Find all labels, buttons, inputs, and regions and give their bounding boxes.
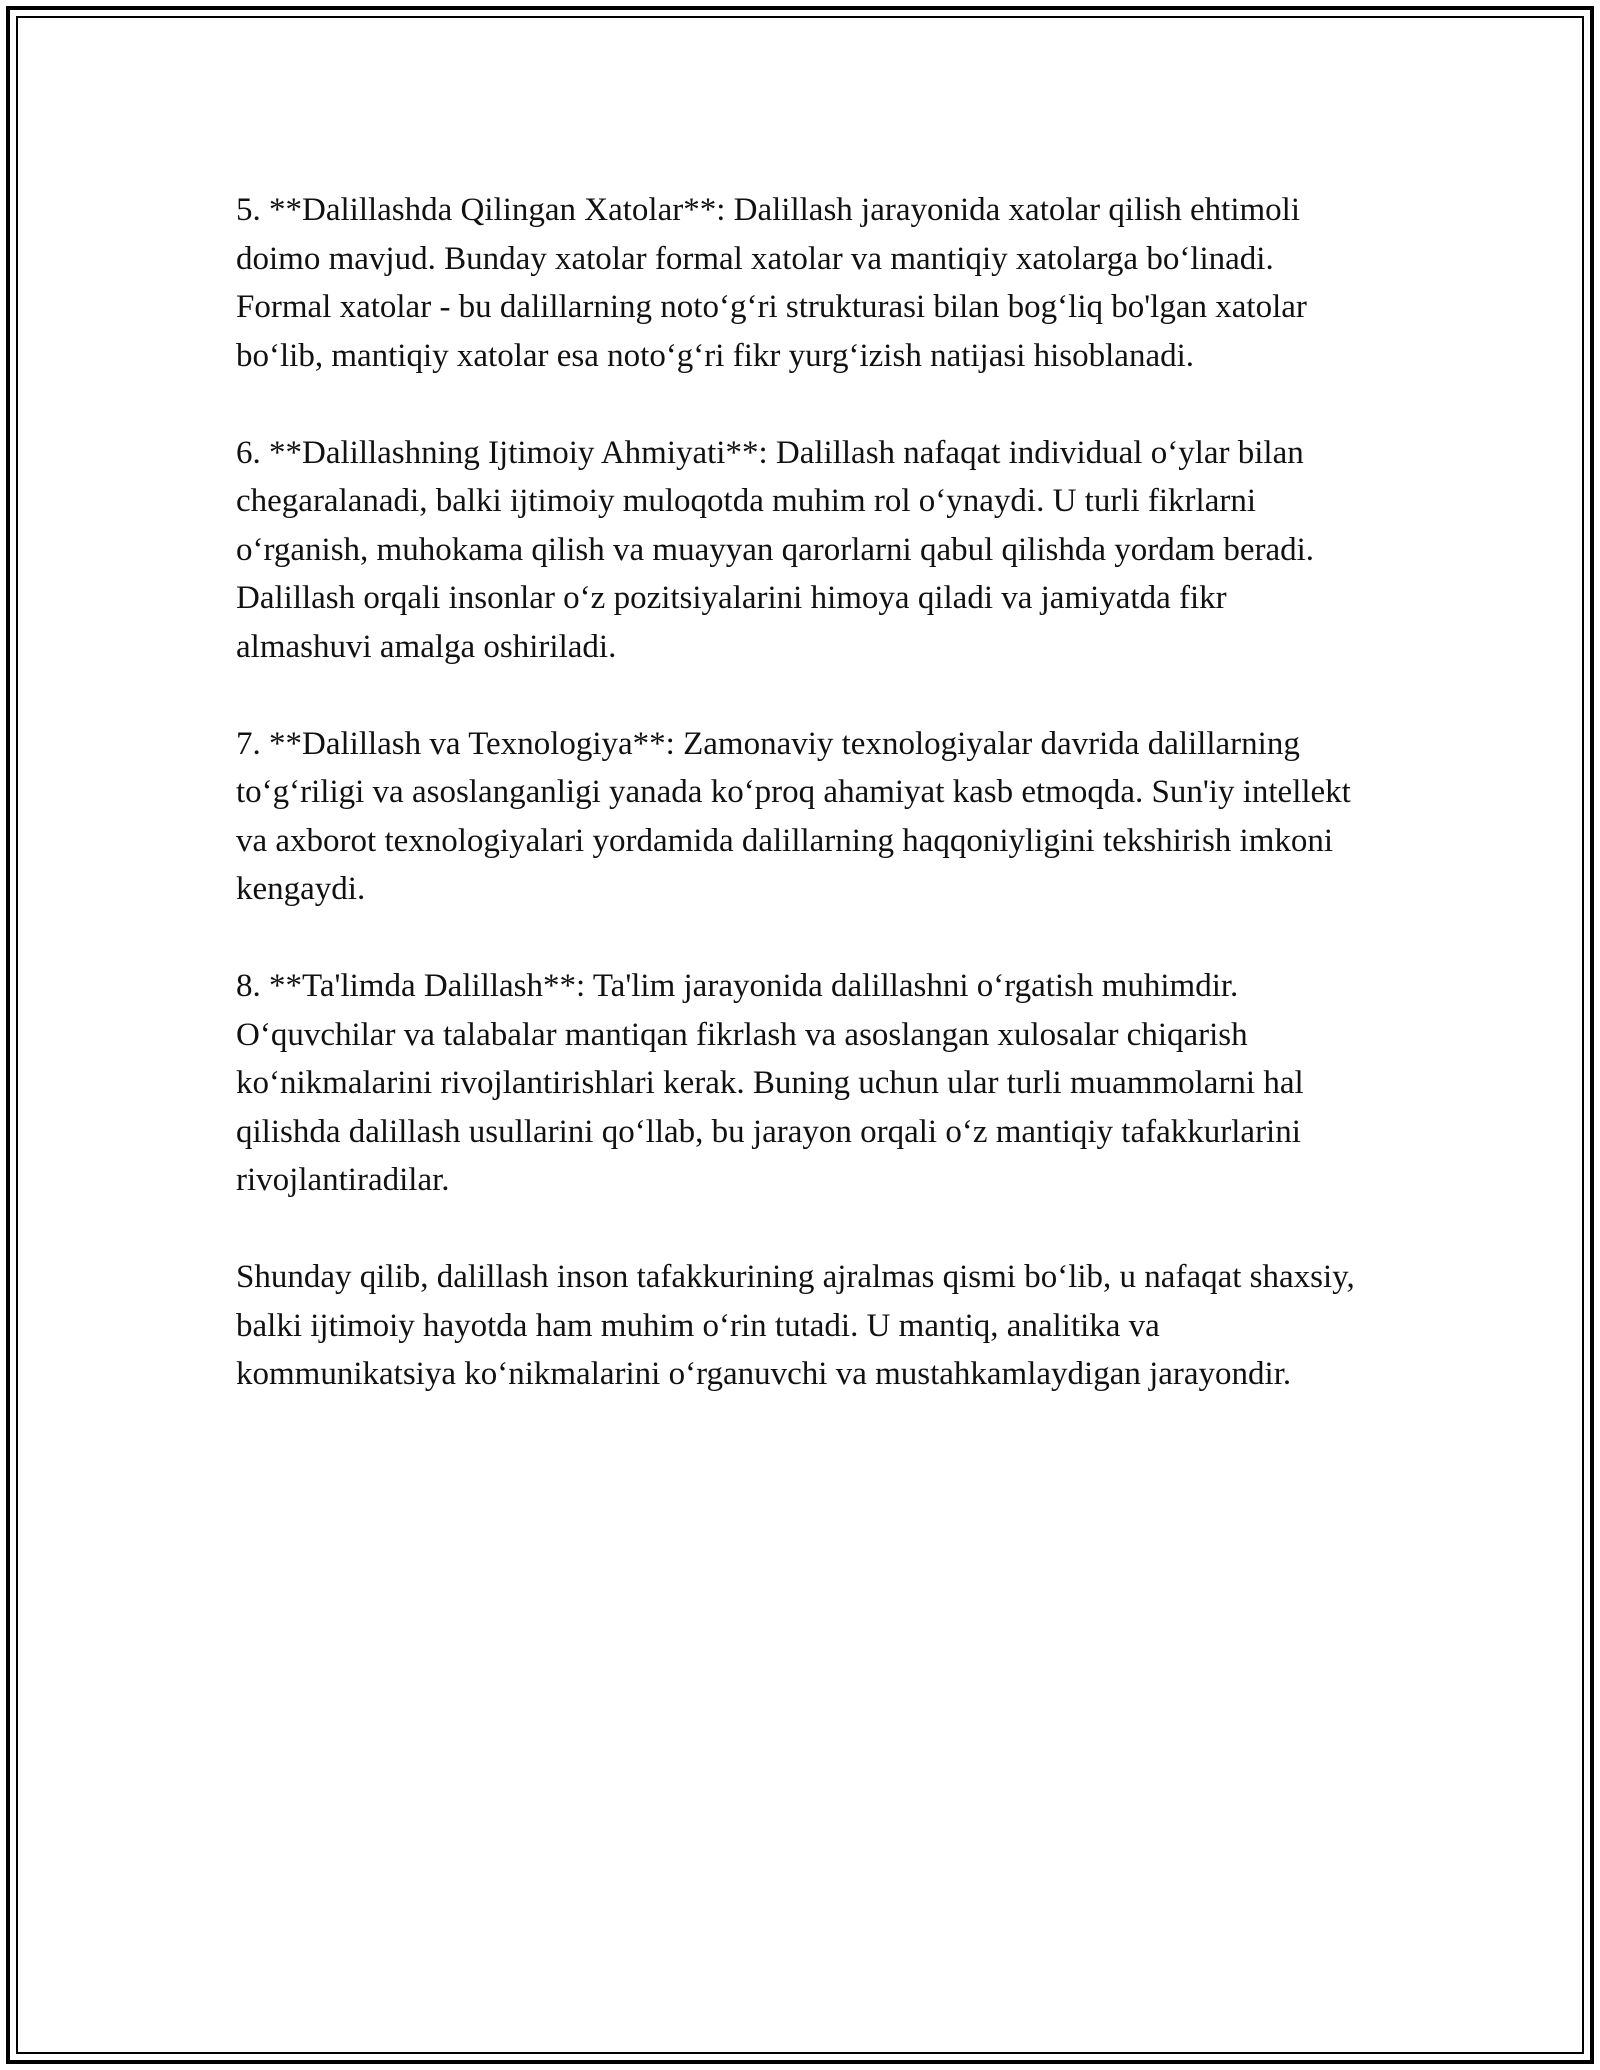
- paragraph-item-8: 8. **Ta'limda Dalillash**: Ta'lim jarayonida dalillashni o‘rgatish muhimdir. O‘quvchilar va talabalar mantiqan fikrlash va asoslangan xulosalar chiqarish ko‘nikmalarini rivojlantirishlari kerak. Buning uchun ular turli muammolarni hal qilishda dalillash usullarini qo‘llab, bu jarayon orqali o‘z mantiqiy tafakkurlarini rivojlantiradilar.: [236, 968, 1304, 1198]
- paragraph-conclusion: Shunday qilib, dalillash inson tafakkurining ajralmas qismi bo‘lib, u nafaqat shaxsiy, balki ijtimoiy hayotda ham muhim o‘rin tutadi. U mantiq, analitika va kommunikatsiya ko‘nikmalarini o‘rganuvchi va mustahkamlaydigan jarayondir.: [236, 1259, 1355, 1392]
- document-body: [236, 186, 1366, 1447]
- paragraph-item-6: 6. **Dalillashning Ijtimoiy Ahmiyati**: Dalillash nafaqat individual o‘ylar bilan chegaralanadi, balki ijtimoiy muloqotda muhim rol o‘ynaydi. U turli fikrlarni o‘rganish, muhokama qilish va muayyan qarorlarni qabul qilishda yordam beradi. Dalillash orqali insonlar o‘z pozitsiyalarini himoya qiladi va jamiyatda fikr almashuvi amalga oshiriladi.: [236, 434, 1315, 665]
- paragraph-item-7: 7. **Dalillash va Texnologiya**: Zamonaviy texnologiyalar davrida dalillarning to‘g‘riligi va asoslanganligi yanada ko‘proq ahamiyat kasb etmoqda. Sun'iy intellekt va axborot texnologiyalari yordamida dalillarning haqqoniyligini tekshirish imkoni kengaydi.: [236, 725, 1351, 907]
- paragraph-item-5: 5. **Dalillashda Qilingan Xatolar**: Dalillash jarayonida xatolar qilish ehtimoli doimo mavjud. Bunday xatolar formal xatolar va mantiqiy xatolarga bo‘linadi. Formal xatolar - bu dalillarning noto‘g‘ri strukturasi bilan bog‘liq bo'lgan xatolar bo‘lib, mantiqiy xatolar esa noto‘g‘ri fikr yurg‘izish natijasi hisoblanadi.: [236, 192, 1307, 374]
